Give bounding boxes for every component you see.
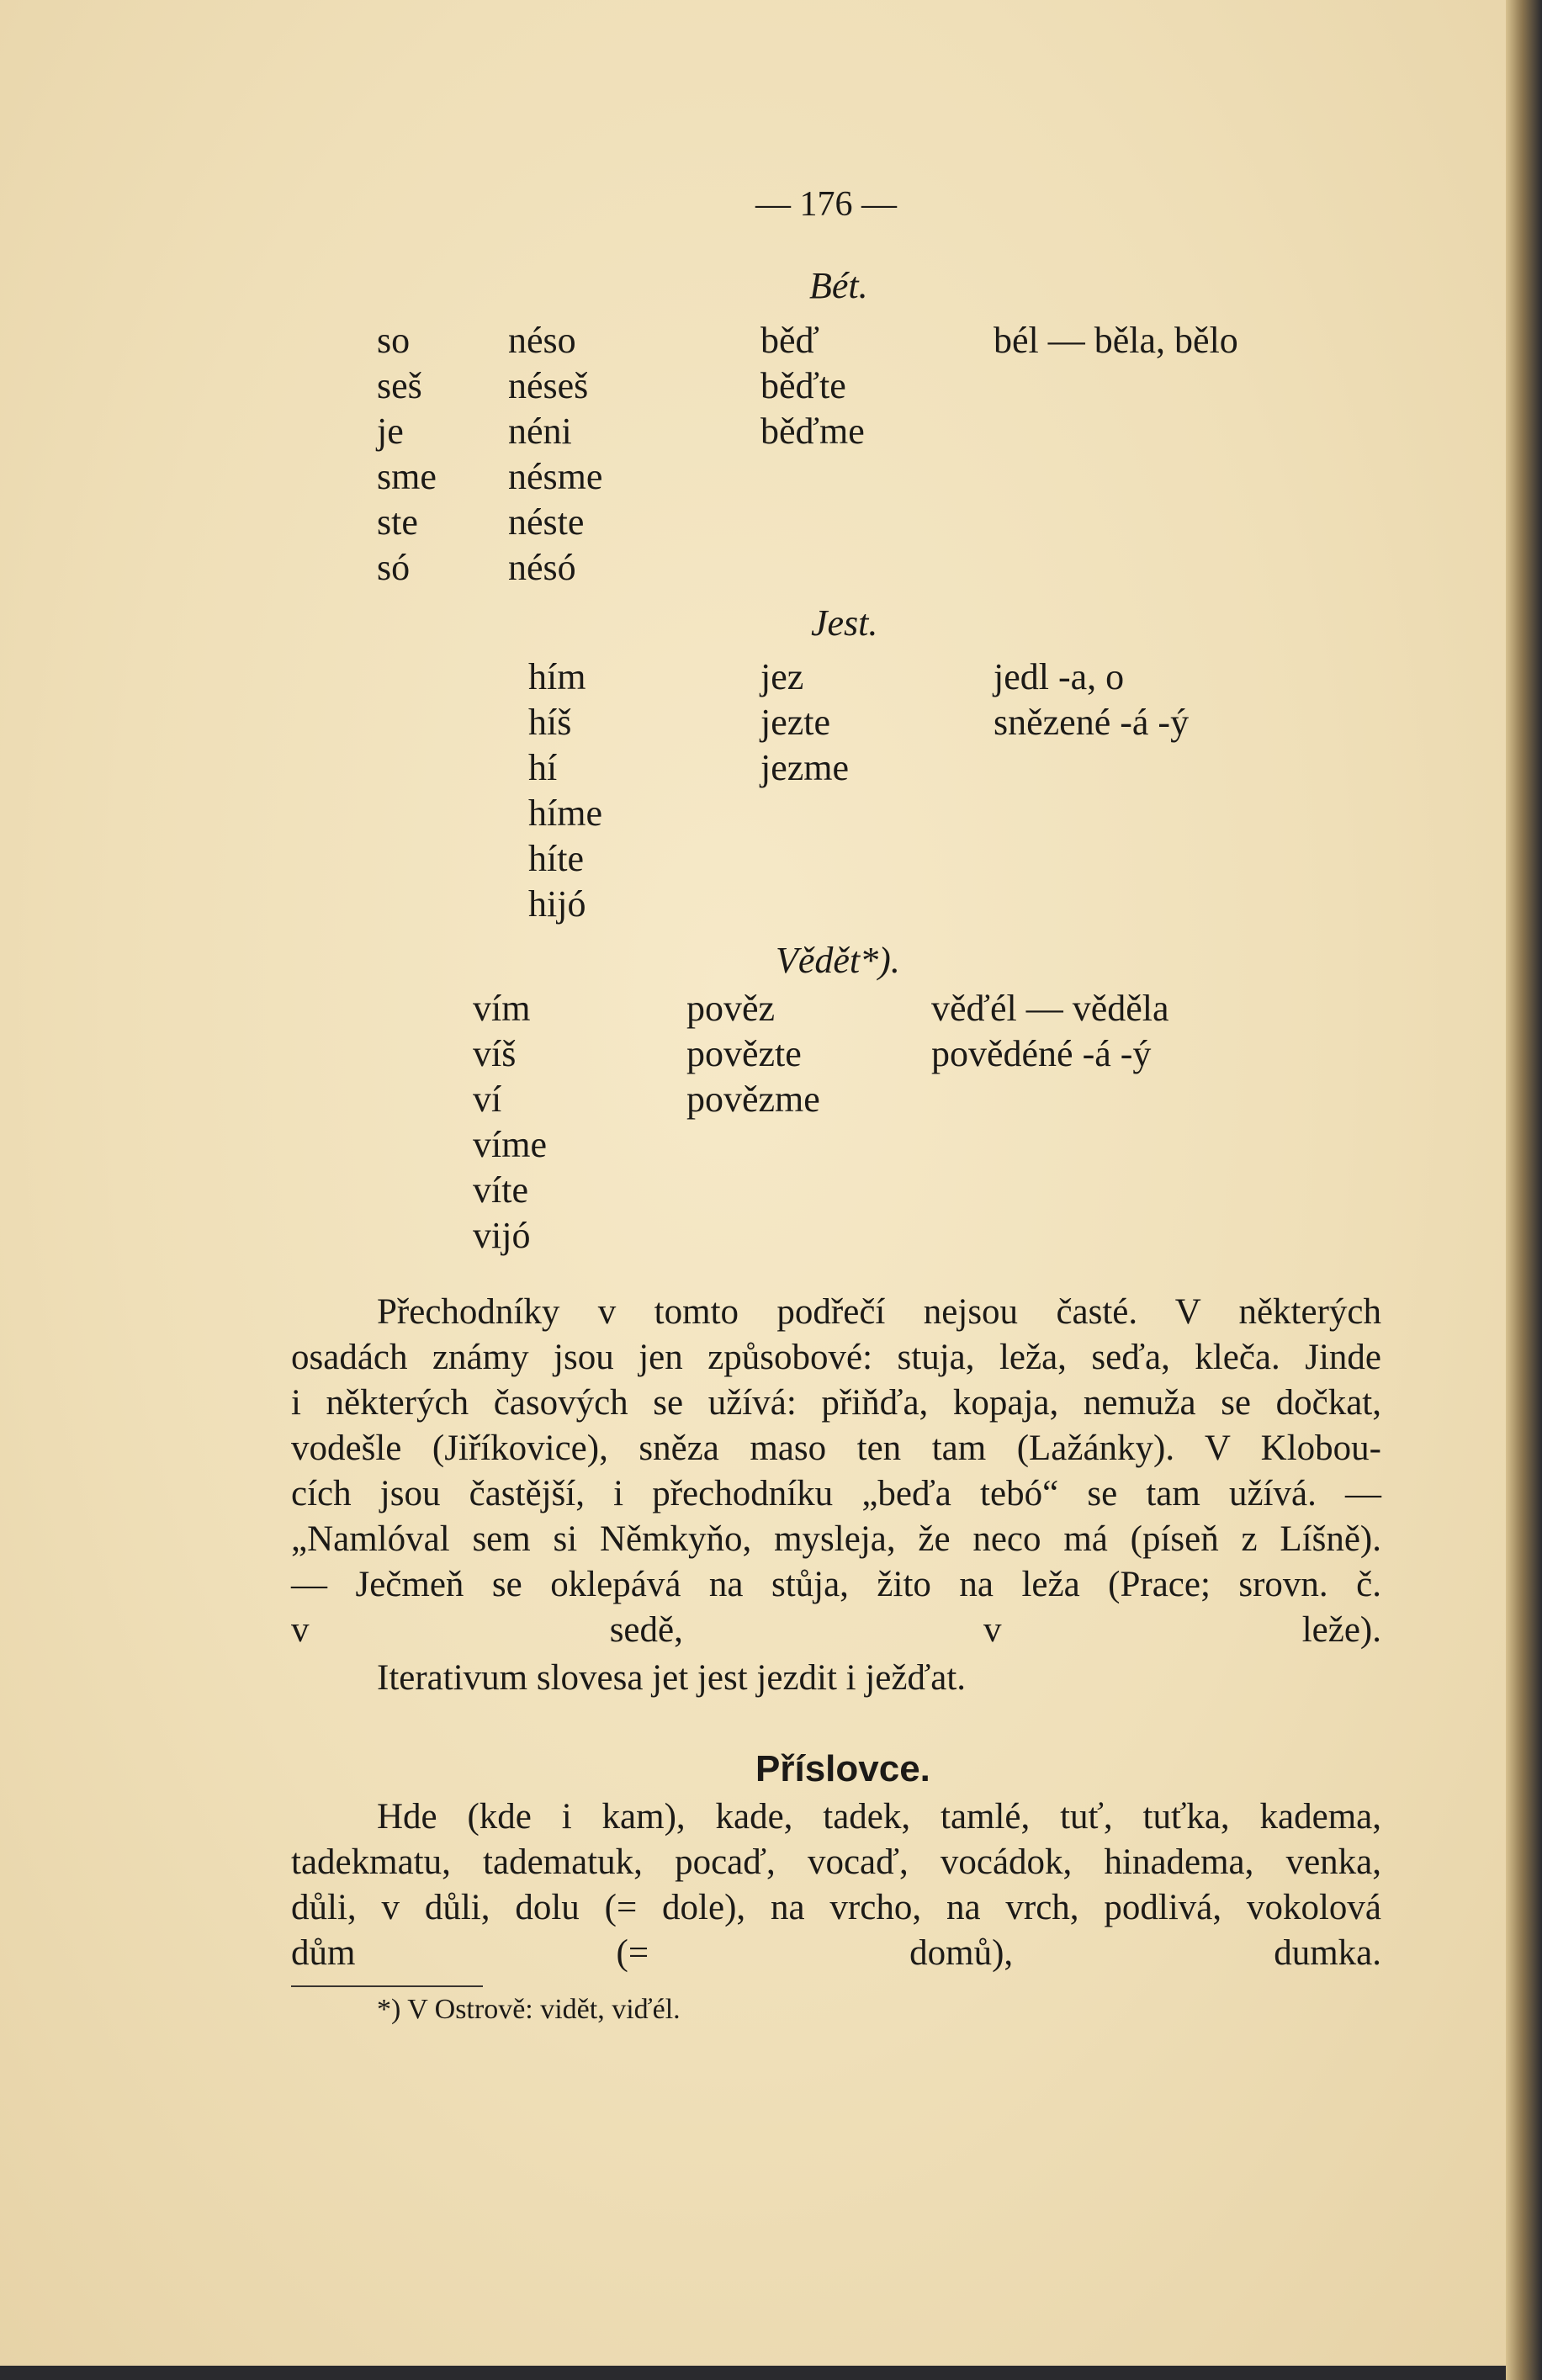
- form: hí: [528, 747, 558, 788]
- form: seš: [377, 365, 422, 406]
- page-number: — 176 —: [755, 185, 897, 224]
- form: néseš: [508, 365, 589, 406]
- form: jezme: [760, 747, 850, 788]
- form: povědéné -á -ý: [931, 1033, 1152, 1074]
- form: nésó: [508, 547, 576, 588]
- form: běďme: [760, 411, 865, 452]
- section-title-jest: Jest.: [811, 602, 878, 644]
- form: víš: [473, 1033, 517, 1074]
- text-line: dům (= domů), dumka.: [291, 1933, 1381, 1973]
- text-line: důli, v důli, dolu (= dole), na vrcho, na vrch, podlivá, vokolová: [291, 1888, 1381, 1927]
- form: só: [377, 547, 411, 588]
- form: jedl -a, o: [994, 656, 1125, 697]
- form: povězte: [686, 1033, 802, 1074]
- form: hijó: [528, 883, 586, 925]
- text-line: vodešle (Jiříkovice), sněza maso ten tam (Lažánky). V Klobou-: [291, 1429, 1381, 1468]
- text-line: Hde (kde i kam), kade, tadek, tamlé, tuť, tuťka, kadema,: [377, 1797, 1381, 1837]
- form: híte: [528, 838, 584, 879]
- form: híš: [528, 702, 572, 743]
- text-line: „Namlóval sem si Němkyňo, mysleja, že neco má (píseň z Líšně).: [291, 1519, 1381, 1559]
- section-title-vedet: Vědět*).: [776, 940, 900, 981]
- page-edge: [1506, 0, 1542, 2380]
- footnote: *) V Ostrově: vidět, viďél.: [377, 1994, 681, 2025]
- form: néni: [508, 411, 572, 452]
- section-title-bet: Bét.: [809, 265, 868, 306]
- form: bél — běla, bělo: [994, 320, 1238, 361]
- text-line: i některých časových se užívá: přiňďa, kopaja, nemuža se dočkat,: [291, 1383, 1381, 1423]
- form: ví: [473, 1079, 502, 1120]
- text-line: v sedě, v leže).: [291, 1610, 1381, 1650]
- text-line: tadekmatu, tadematuk, pocaď, vocaď, vocádok, hinadema, venka,: [291, 1842, 1381, 1882]
- form: ste: [377, 501, 418, 543]
- paragraph-prislovce: [291, 1794, 1381, 1976]
- form: so: [377, 320, 411, 361]
- footnote-rule: [291, 1985, 483, 1987]
- form: hím: [528, 656, 586, 697]
- text-line: osadách známy jsou jen způsobové: stuja, leža, seďa, kleča. Jinde: [291, 1338, 1381, 1377]
- paragraph-prechodniky: [291, 1290, 1381, 1653]
- text-line: — Ječmeň se oklepává na stůja, žito na leža (Prace; srovn. č.: [291, 1565, 1381, 1604]
- heading-prislovce: Příslovce.: [755, 1748, 930, 1789]
- form: néso: [508, 320, 576, 361]
- paragraph-iterativum: Iterativum slovesa jet jest jezdit i ježďat.: [377, 1658, 967, 1698]
- form: víme: [473, 1124, 547, 1165]
- form: nésme: [508, 456, 603, 497]
- form: néste: [508, 501, 585, 543]
- form: vím: [473, 988, 531, 1029]
- text-line: cích jsou častější, i přechodníku „beďa tebó“ se tam užívá. —: [291, 1474, 1381, 1513]
- form: pověz: [686, 988, 776, 1029]
- form: je: [377, 411, 404, 452]
- form: věďél — věděla: [931, 988, 1169, 1029]
- text-line: Přechodníky v tomto podřečí nejsou časté. V některých: [377, 1292, 1381, 1332]
- form: jezte: [760, 702, 831, 743]
- form: běďte: [760, 365, 846, 406]
- form: víte: [473, 1169, 528, 1211]
- form: snězené -á -ý: [994, 702, 1190, 743]
- form: jez: [760, 656, 804, 697]
- form: vijó: [473, 1215, 531, 1256]
- form: sme: [377, 456, 437, 497]
- form: híme: [528, 792, 602, 834]
- form: povězme: [686, 1079, 820, 1120]
- form: běď: [760, 320, 819, 361]
